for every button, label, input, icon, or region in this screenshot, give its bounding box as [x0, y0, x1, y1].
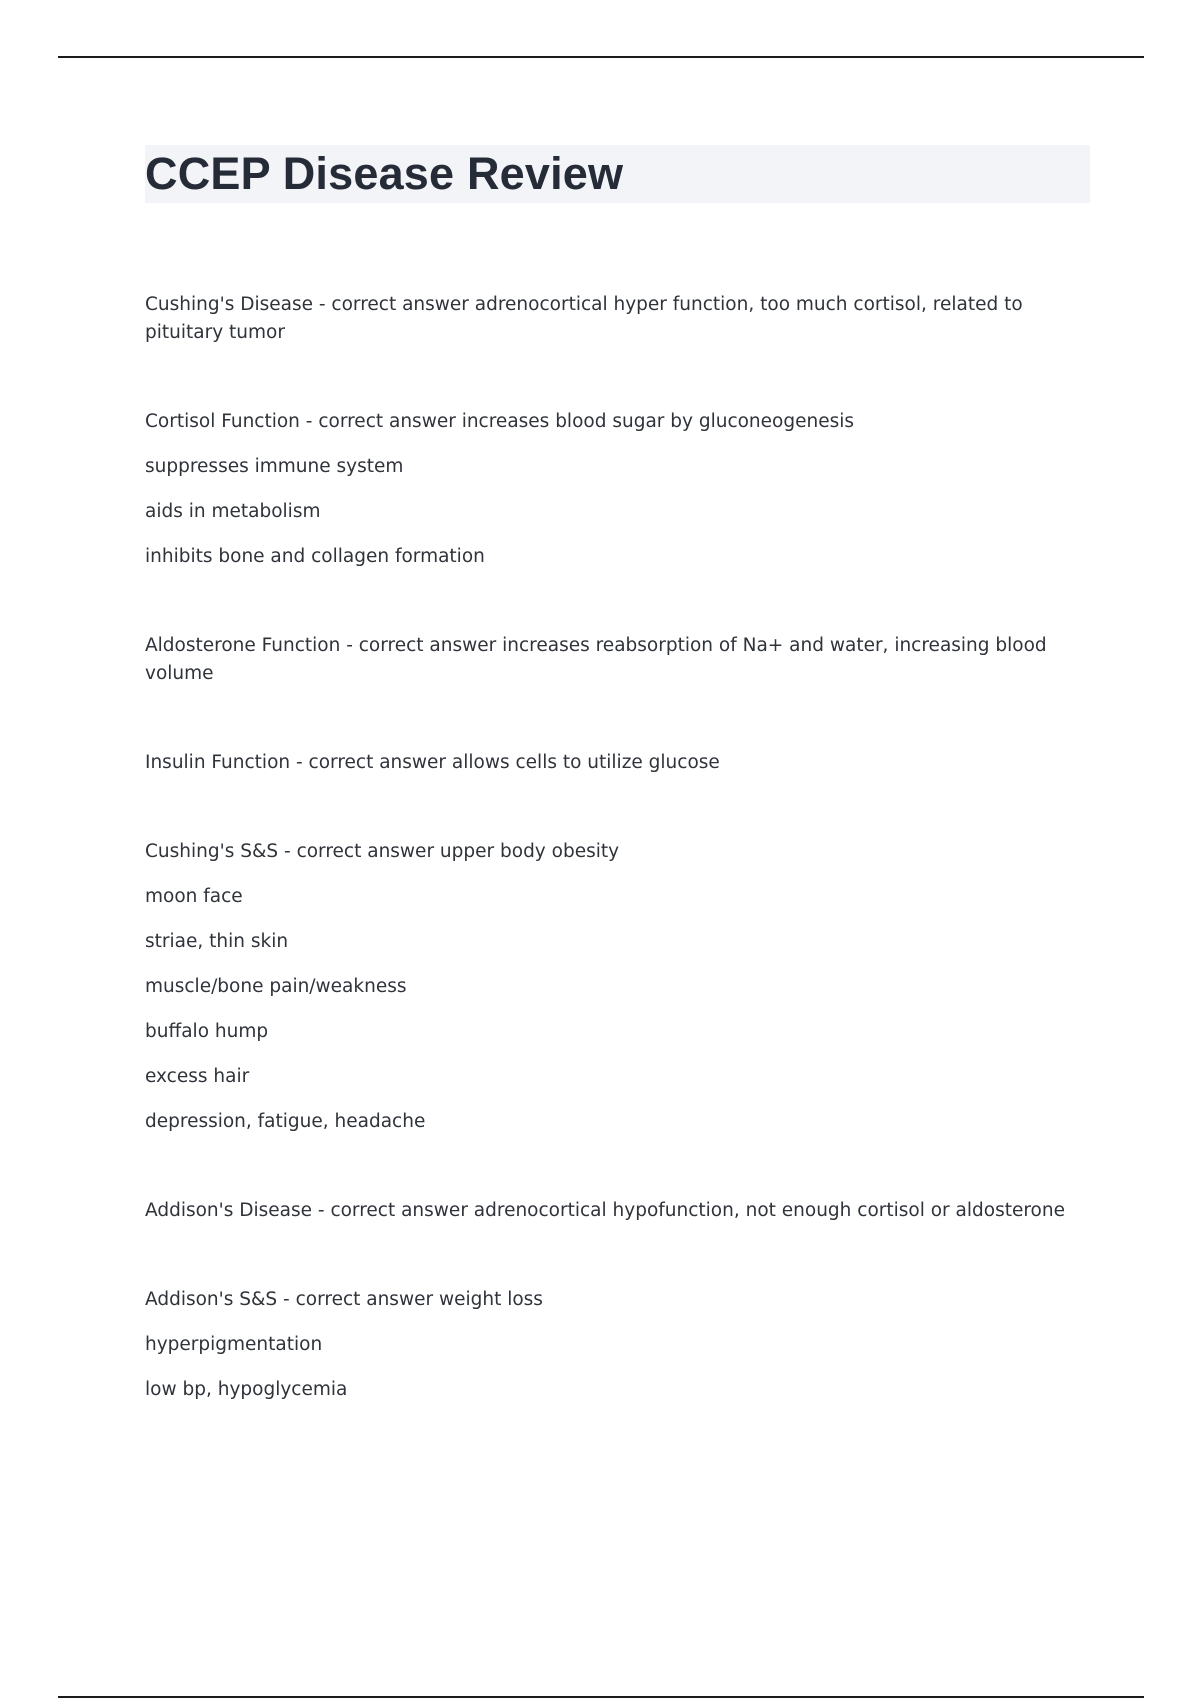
entry-line: buffalo hump	[145, 1021, 269, 1042]
entry-addisons-signs-symptoms	[145, 1286, 1090, 1404]
entry-line: moon face	[145, 886, 243, 907]
entry-line: suppresses immune system	[145, 456, 404, 477]
entry-line: Aldosterone Function - correct answer increases reabsorption of Na+ and water, increasing blood volume	[145, 635, 1047, 684]
page-title: CCEP Disease Review	[145, 148, 624, 199]
entry-addisons-disease	[145, 1197, 1090, 1225]
entry-line: Addison's S&S - correct answer weight loss	[145, 1289, 543, 1310]
entry-line: excess hair	[145, 1066, 250, 1087]
entry-list	[145, 291, 1090, 1404]
entry-line: Insulin Function - correct answer allows cells to utilize glucose	[145, 752, 720, 773]
title-band	[145, 145, 1090, 203]
entry-aldosterone-function	[145, 632, 1090, 688]
entry-line: muscle/bone pain/weakness	[145, 976, 407, 997]
entry-line: Addison's Disease - correct answer adrenocortical hypofunction, not enough cortisol or aldosterone	[145, 1200, 1065, 1221]
page-content	[145, 145, 1090, 1465]
entry-cushings-signs-symptoms	[145, 838, 1090, 1136]
entry-cortisol-function	[145, 408, 1090, 571]
entry-line: hyperpigmentation	[145, 1334, 323, 1355]
entry-insulin-function	[145, 749, 1090, 777]
entry-line: depression, fatigue, headache	[145, 1111, 426, 1132]
entry-line: inhibits bone and collagen formation	[145, 546, 485, 567]
entry-line: aids in metabolism	[145, 501, 321, 522]
entry-line: low bp, hypoglycemia	[145, 1379, 348, 1400]
entry-line: Cushing's Disease - correct answer adrenocortical hyper function, too much cortisol, related to pituitary tumor	[145, 294, 1023, 343]
entry-line: Cortisol Function - correct answer increases blood sugar by gluconeogenesis	[145, 411, 855, 432]
top-divider	[58, 56, 1144, 58]
bottom-divider	[58, 1696, 1144, 1698]
entry-line: striae, thin skin	[145, 931, 289, 952]
entry-line: Cushing's S&S - correct answer upper body obesity	[145, 841, 620, 862]
entry-cushings-disease	[145, 291, 1090, 347]
